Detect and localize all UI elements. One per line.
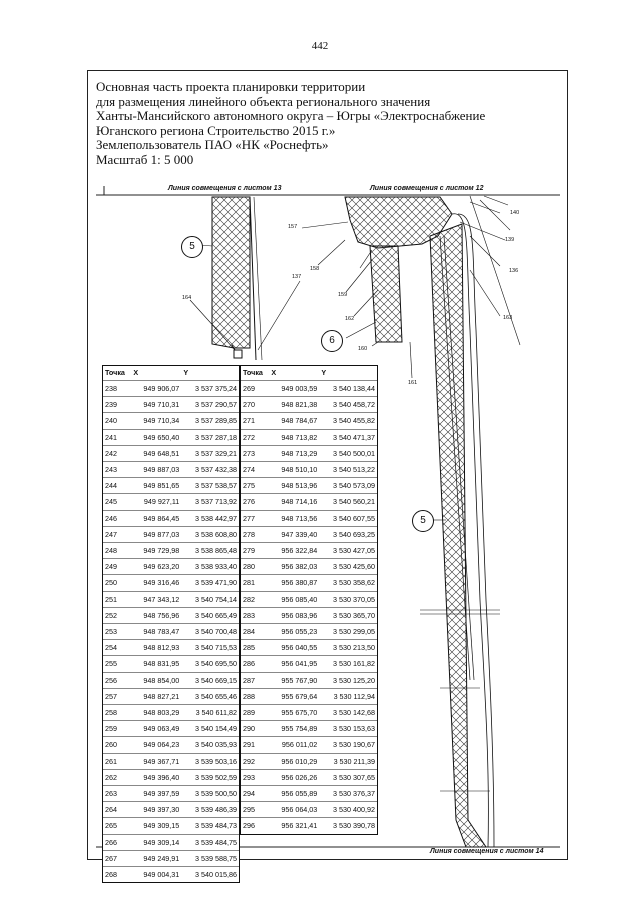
x-cell: 949 623,20 — [143, 562, 180, 572]
table-row — [241, 494, 377, 510]
column-header-y: Y — [183, 368, 189, 377]
point-cell: 239 — [105, 400, 117, 410]
point-label-136: 136 — [509, 268, 519, 274]
x-cell: 948 812,93 — [143, 643, 180, 653]
point-cell: 280 — [243, 562, 255, 572]
x-cell: 949 063,49 — [143, 724, 180, 734]
point-cell: 283 — [243, 610, 255, 620]
point-cell: 271 — [243, 416, 255, 426]
x-cell: 949 397,59 — [143, 789, 180, 799]
page-number: 442 — [311, 40, 329, 52]
title-line-2: для размещения линейного объекта регионального значения — [96, 93, 431, 109]
point-cell: 286 — [243, 659, 255, 669]
y-cell: 3 539 502,59 — [195, 772, 237, 782]
table-row — [241, 559, 377, 575]
point-cell: 292 — [243, 756, 255, 766]
zone-label-5-right: 5 — [412, 510, 434, 532]
point-cell: 257 — [105, 691, 117, 701]
table-row — [241, 802, 377, 818]
table-row — [241, 462, 377, 478]
y-cell: 3 539 500,50 — [195, 789, 237, 799]
x-cell: 955 675,70 — [281, 708, 318, 718]
y-cell: 3 540 471,37 — [333, 432, 375, 442]
y-cell: 3 530 307,65 — [333, 772, 375, 782]
point-cell: 278 — [243, 529, 255, 539]
point-label-137: 137 — [292, 274, 302, 280]
column-header-x: X — [271, 368, 277, 377]
y-cell: 3 540 015,86 — [195, 870, 237, 880]
table-row — [241, 526, 377, 542]
table-row — [103, 575, 239, 591]
zone-label-5-left: 5 — [181, 236, 203, 258]
x-cell: 948 784,67 — [281, 416, 318, 426]
table-row — [103, 381, 239, 397]
left-corridor — [212, 197, 262, 360]
table-row — [103, 510, 239, 526]
table-row — [103, 867, 239, 883]
x-cell: 948 827,21 — [143, 691, 180, 701]
point-cell: 274 — [243, 465, 255, 475]
table-row — [103, 850, 239, 866]
point-cell: 256 — [105, 675, 117, 685]
title-line-3: Ханты-Мансийского автономного округа – Югры «Электроснабжение — [96, 108, 486, 124]
y-cell: 3 537 432,38 — [195, 465, 237, 475]
point-cell: 267 — [105, 853, 117, 863]
point-label-161: 161 — [408, 380, 418, 386]
x-cell: 948 714,16 — [281, 497, 318, 507]
y-cell: 3 539 484,75 — [195, 837, 237, 847]
x-cell: 948 510,10 — [281, 465, 318, 475]
table-body — [241, 381, 377, 834]
y-cell: 3 539 486,39 — [195, 805, 237, 815]
scale-line: Масштаб 1: 5 000 — [96, 151, 194, 167]
point-label-159: 159 — [338, 292, 348, 298]
table-row — [103, 737, 239, 753]
point-cell: 270 — [243, 400, 255, 410]
table-row — [103, 769, 239, 785]
point-cell: 285 — [243, 643, 255, 653]
table-row — [241, 786, 377, 802]
table-row — [103, 802, 239, 818]
y-cell: 3 540 669,15 — [195, 675, 237, 685]
point-cell: 244 — [105, 481, 117, 491]
point-label-164: 164 — [182, 295, 192, 301]
x-cell: 949 864,45 — [143, 513, 180, 523]
point-cell: 245 — [105, 497, 117, 507]
point-cell: 246 — [105, 513, 117, 523]
point-cell: 287 — [243, 675, 255, 685]
point-cell: 254 — [105, 643, 117, 653]
point-label-160: 160 — [358, 346, 368, 352]
x-cell: 956 083,96 — [281, 610, 318, 620]
y-cell: 3 530 213,50 — [333, 643, 375, 653]
x-cell: 956 010,29 — [281, 756, 318, 766]
table-row — [103, 705, 239, 721]
table-row — [103, 834, 239, 850]
x-cell: 948 831,95 — [143, 659, 180, 669]
table-row — [241, 688, 377, 704]
point-cell: 294 — [243, 789, 255, 799]
title-line-1: Основная часть проекта планировки территории — [96, 79, 366, 94]
point-cell: 291 — [243, 740, 255, 750]
title-line-4: Юганского региона Строительство 2015 г.» — [96, 122, 336, 138]
point-cell: 260 — [105, 740, 117, 750]
x-cell: 949 710,34 — [143, 416, 180, 426]
x-cell: 955 679,64 — [281, 691, 318, 701]
x-cell: 948 513,96 — [281, 481, 318, 491]
point-cell: 259 — [105, 724, 117, 734]
point-label-158: 158 — [310, 266, 320, 272]
point-cell: 249 — [105, 562, 117, 572]
y-cell: 3 537 289,85 — [195, 416, 237, 426]
table-row — [241, 413, 377, 429]
y-cell: 3 540 693,25 — [333, 529, 375, 539]
y-cell: 3 530 153,63 — [333, 724, 375, 734]
point-cell: 250 — [105, 578, 117, 588]
y-cell: 3 540 655,46 — [195, 691, 237, 701]
y-cell: 3 540 455,82 — [333, 416, 375, 426]
x-cell: 956 321,41 — [281, 821, 318, 831]
table-header-row — [103, 366, 239, 381]
table-row — [241, 672, 377, 688]
y-cell: 3 537 538,57 — [195, 481, 237, 491]
x-cell: 949 887,03 — [143, 465, 180, 475]
x-cell: 949 396,40 — [143, 772, 180, 782]
x-cell: 949 316,46 — [143, 578, 180, 588]
x-cell: 947 343,12 — [143, 594, 180, 604]
y-cell: 3 537 375,24 — [195, 384, 237, 393]
point-cell: 252 — [105, 610, 117, 620]
x-cell: 949 877,03 — [143, 529, 180, 539]
y-cell: 3 530 427,05 — [333, 546, 375, 556]
table-row — [103, 753, 239, 769]
x-cell: 949 906,07 — [143, 384, 180, 393]
point-cell: 277 — [243, 513, 255, 523]
point-cell: 268 — [105, 870, 117, 880]
point-label-140: 140 — [510, 210, 520, 216]
y-cell: 3 539 471,90 — [195, 578, 237, 588]
table-row — [241, 381, 377, 397]
point-label-157: 157 — [288, 224, 298, 230]
x-cell: 956 026,26 — [281, 772, 318, 782]
table-row — [103, 526, 239, 542]
table-row — [103, 543, 239, 559]
point-cell: 241 — [105, 432, 117, 442]
y-cell: 3 537 290,57 — [195, 400, 237, 410]
table-row — [241, 656, 377, 672]
x-cell: 949 648,51 — [143, 448, 180, 458]
x-cell: 955 767,90 — [281, 675, 318, 685]
y-cell: 3 540 035,93 — [195, 740, 237, 750]
table-row — [241, 429, 377, 445]
point-cell: 269 — [243, 384, 255, 393]
x-cell: 956 011,02 — [281, 740, 318, 750]
table-row — [241, 575, 377, 591]
table-row — [241, 607, 377, 623]
x-cell: 949 851,65 — [143, 481, 180, 491]
y-cell: 3 539 484,73 — [195, 821, 237, 831]
table-row — [241, 705, 377, 721]
point-cell: 240 — [105, 416, 117, 426]
y-cell: 3 540 138,44 — [333, 384, 375, 393]
x-cell: 948 854,00 — [143, 675, 180, 685]
y-cell: 3 530 125,20 — [333, 675, 375, 685]
table-row — [103, 624, 239, 640]
point-cell: 275 — [243, 481, 255, 491]
x-cell: 949 309,14 — [143, 837, 180, 847]
point-cell: 265 — [105, 821, 117, 831]
y-cell: 3 540 500,01 — [333, 448, 375, 458]
y-cell: 3 530 142,68 — [333, 708, 375, 718]
y-cell: 3 540 154,49 — [195, 724, 237, 734]
y-cell: 3 530 358,62 — [333, 578, 375, 588]
x-cell: 949 367,71 — [143, 756, 180, 766]
point-cell: 243 — [105, 465, 117, 475]
point-cell: 238 — [105, 384, 117, 393]
point-cell: 279 — [243, 546, 255, 556]
table-row — [241, 397, 377, 413]
x-cell: 956 085,40 — [281, 594, 318, 604]
y-cell: 3 540 754,14 — [195, 594, 237, 604]
y-cell: 3 530 299,05 — [333, 627, 375, 637]
table-row — [241, 818, 377, 834]
table-row — [103, 478, 239, 494]
y-cell: 3 537 329,21 — [195, 448, 237, 458]
x-cell: 949 729,98 — [143, 546, 180, 556]
y-cell: 3 540 665,49 — [195, 610, 237, 620]
point-cell: 251 — [105, 594, 117, 604]
x-cell: 948 713,29 — [281, 448, 318, 458]
table-row — [241, 510, 377, 526]
point-cell: 282 — [243, 594, 255, 604]
table-row — [103, 494, 239, 510]
x-cell: 956 041,95 — [281, 659, 318, 669]
table-row — [241, 769, 377, 785]
x-cell: 948 821,38 — [281, 400, 318, 410]
y-cell: 3 530 211,39 — [333, 756, 375, 766]
table-row — [241, 591, 377, 607]
x-cell: 956 064,03 — [281, 805, 318, 815]
table-row — [103, 429, 239, 445]
x-cell: 956 382,03 — [281, 562, 318, 572]
table-row — [103, 591, 239, 607]
table-row — [241, 737, 377, 753]
x-cell: 949 309,15 — [143, 821, 180, 831]
x-cell: 948 713,82 — [281, 432, 318, 442]
y-cell: 3 540 607,55 — [333, 513, 375, 523]
table-row — [103, 640, 239, 656]
table-row — [103, 786, 239, 802]
point-cell: 263 — [105, 789, 117, 799]
point-cell: 248 — [105, 546, 117, 556]
x-cell: 956 322,84 — [281, 546, 318, 556]
seam-label-bottom: Линия совмещения с листом 14 — [430, 848, 544, 855]
table-row — [241, 478, 377, 494]
x-cell: 948 803,29 — [143, 708, 180, 718]
point-cell: 266 — [105, 837, 117, 847]
column-header-point: Точка — [105, 368, 125, 377]
point-cell: 289 — [243, 708, 255, 718]
y-cell: 3 540 611,82 — [195, 708, 237, 718]
y-cell: 3 540 695,50 — [195, 659, 237, 669]
y-cell: 3 530 112,94 — [333, 691, 375, 701]
table-row — [103, 445, 239, 461]
y-cell: 3 540 573,09 — [333, 481, 375, 491]
y-cell: 3 530 190,67 — [333, 740, 375, 750]
column-header-x: X — [133, 368, 139, 377]
x-cell: 949 927,11 — [143, 497, 180, 507]
y-cell: 3 530 161,82 — [333, 659, 375, 669]
table-row — [103, 672, 239, 688]
y-cell: 3 530 370,05 — [333, 594, 375, 604]
y-cell: 3 530 400,92 — [333, 805, 375, 815]
x-cell: 949 249,91 — [143, 853, 180, 863]
y-cell: 3 540 560,21 — [333, 497, 375, 507]
y-cell: 3 540 700,48 — [195, 627, 237, 637]
point-cell: 295 — [243, 805, 255, 815]
y-cell: 3 540 458,72 — [333, 400, 375, 410]
y-cell: 3 538 865,48 — [195, 546, 237, 556]
table-row — [103, 559, 239, 575]
y-cell: 3 537 287,18 — [195, 432, 237, 442]
seam-label-top-right: Линия совмещения с листом 12 — [370, 185, 484, 192]
point-cell: 284 — [243, 627, 255, 637]
x-cell: 956 040,55 — [281, 643, 318, 653]
x-cell: 947 339,40 — [281, 529, 318, 539]
y-cell: 3 537 713,92 — [195, 497, 237, 507]
x-cell: 948 756,96 — [143, 610, 180, 620]
y-cell: 3 539 503,16 — [195, 756, 237, 766]
y-cell: 3 540 513,22 — [333, 465, 375, 475]
table-row — [241, 445, 377, 461]
x-cell: 956 055,89 — [281, 789, 318, 799]
point-cell: 253 — [105, 627, 117, 637]
point-cell: 242 — [105, 448, 117, 458]
table-row — [241, 721, 377, 737]
y-cell: 3 539 588,75 — [195, 853, 237, 863]
point-cell: 264 — [105, 805, 117, 815]
point-cell: 255 — [105, 659, 117, 669]
table-row — [103, 413, 239, 429]
y-cell: 3 530 376,37 — [333, 789, 375, 799]
x-cell: 956 055,23 — [281, 627, 318, 637]
table-row — [103, 656, 239, 672]
point-label-163: 163 — [503, 315, 513, 321]
coordinates-table-left — [102, 365, 240, 883]
x-cell: 956 380,87 — [281, 578, 318, 588]
zone-label-6: 6 — [321, 330, 343, 352]
land-user-line: Землепользователь ПАО «НК «Роснефть» — [96, 137, 329, 153]
x-cell: 949 650,40 — [143, 432, 180, 442]
x-cell: 949 003,59 — [281, 384, 318, 393]
point-cell: 262 — [105, 772, 117, 782]
y-cell: 3 530 390,78 — [333, 821, 375, 831]
point-cell: 290 — [243, 724, 255, 734]
point-cell: 293 — [243, 772, 255, 782]
table-row — [241, 640, 377, 656]
table-row — [241, 624, 377, 640]
x-cell: 949 004,31 — [143, 870, 180, 880]
point-label-162: 162 — [345, 316, 355, 322]
column-header-point: Точка — [243, 368, 263, 377]
point-cell: 281 — [243, 578, 255, 588]
point-cell: 296 — [243, 821, 255, 831]
x-cell: 948 713,56 — [281, 513, 318, 523]
table-header-row — [241, 366, 377, 381]
x-cell: 948 783,47 — [143, 627, 180, 637]
point-cell: 247 — [105, 529, 117, 539]
x-cell: 955 754,89 — [281, 724, 318, 734]
table-row — [103, 462, 239, 478]
x-cell: 949 397,30 — [143, 805, 180, 815]
point-cell: 273 — [243, 448, 255, 458]
point-cell: 261 — [105, 756, 117, 766]
y-cell: 3 530 425,60 — [333, 562, 375, 572]
table-row — [103, 818, 239, 834]
y-cell: 3 530 365,70 — [333, 610, 375, 620]
point-cell: 288 — [243, 691, 255, 701]
point-cell: 276 — [243, 497, 255, 507]
table-row — [103, 397, 239, 413]
table-row — [103, 688, 239, 704]
table-row — [103, 607, 239, 623]
y-cell: 3 538 608,80 — [195, 529, 237, 539]
seam-label-top-left: Линия совмещения с листом 13 — [168, 185, 282, 192]
table-row — [241, 753, 377, 769]
table-row — [103, 721, 239, 737]
table-row — [241, 543, 377, 559]
y-cell: 3 538 442,97 — [195, 513, 237, 523]
point-label-139: 139 — [505, 237, 515, 243]
point-cell: 258 — [105, 708, 117, 718]
table-body — [103, 381, 239, 883]
column-header-y: Y — [321, 368, 327, 377]
x-cell: 949 710,31 — [143, 400, 180, 410]
y-cell: 3 540 715,53 — [195, 643, 237, 653]
coordinates-table-right — [240, 365, 378, 835]
point-cell: 272 — [243, 432, 255, 442]
y-cell: 3 538 933,40 — [195, 562, 237, 572]
x-cell: 949 064,23 — [143, 740, 180, 750]
